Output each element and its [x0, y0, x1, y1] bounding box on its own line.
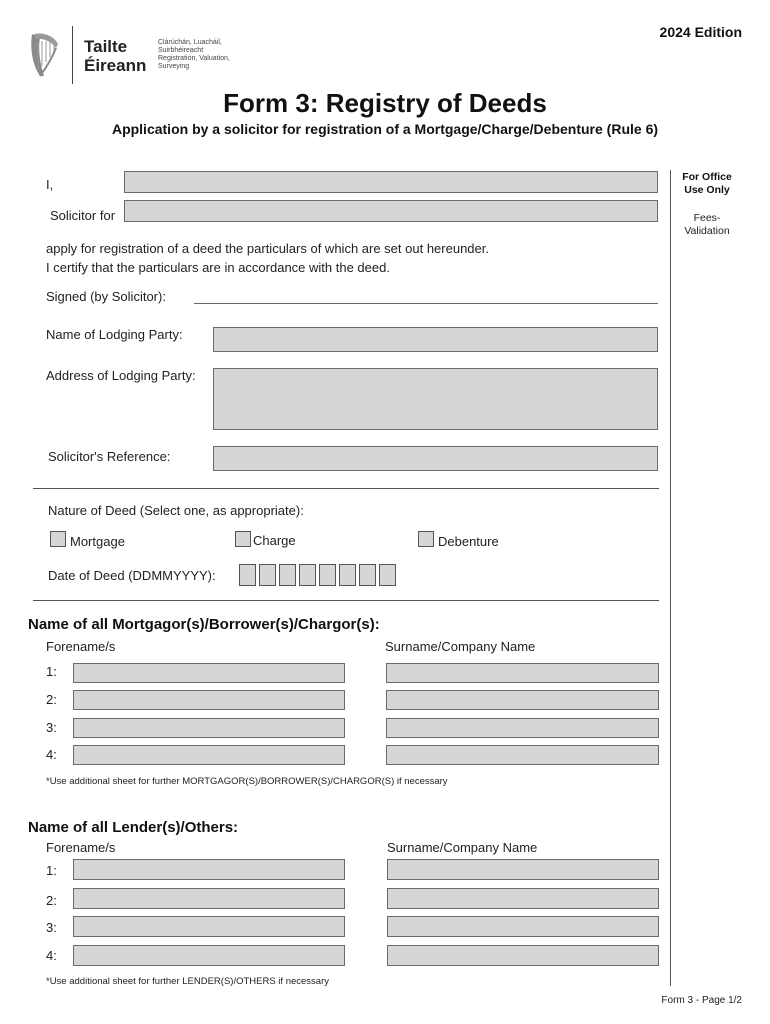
- mortgagor-forename-input[interactable]: [73, 718, 345, 738]
- office-use-heading-line: Use Only: [684, 184, 730, 196]
- signature-line[interactable]: [194, 303, 658, 304]
- logo-tagline-line: Suirbhéireacht: [158, 47, 204, 54]
- row-number: 1:: [46, 863, 57, 878]
- charge-checkbox[interactable]: [235, 531, 251, 547]
- solicitor-reference-label: Solicitor's Reference:: [48, 449, 171, 464]
- lodging-party-name-input[interactable]: [213, 327, 658, 352]
- lender-forename-input[interactable]: [73, 945, 345, 966]
- office-use-heading: [672, 171, 742, 197]
- debenture-checkbox[interactable]: [418, 531, 434, 547]
- logo-wordmark-line1: Tailte: [84, 37, 128, 56]
- lenders-heading: Name of all Lender(s)/Others:: [28, 819, 239, 836]
- row-number: 4:: [46, 948, 57, 963]
- section-divider: [33, 600, 659, 601]
- statement-line-1: apply for registration of a deed the particulars of which are set out hereunder.: [46, 241, 489, 256]
- applicant-name-input[interactable]: [124, 171, 658, 193]
- mortgage-checkbox[interactable]: [50, 531, 66, 547]
- logo-wordmark-line2: Éireann: [84, 56, 147, 75]
- mortgagor-surname-input[interactable]: [386, 663, 659, 683]
- i-label: I,: [46, 177, 54, 192]
- form-subtitle: Application by a solicitor for registration of a Mortgage/Charge/Debenture (Rule 6): [111, 121, 659, 137]
- date-digit-input[interactable]: [339, 564, 356, 586]
- lenders-note: *Use additional sheet for further LENDER(S)/OTHERS if necessary: [46, 976, 329, 987]
- row-number: 1:: [46, 664, 57, 679]
- lender-forename-input[interactable]: [73, 859, 345, 880]
- statement-line-2: I certify that the particulars are in accordance with the deed.: [46, 260, 390, 275]
- mortgagors-heading: Name of all Mortgagor(s)/Borrower(s)/Chargor(s):: [28, 616, 380, 633]
- lender-forename-input[interactable]: [73, 916, 345, 937]
- date-digit-input[interactable]: [299, 564, 316, 586]
- row-number: 3:: [46, 920, 57, 935]
- date-of-deed-label: Date of Deed (DDMMYYYY):: [48, 568, 216, 583]
- mortgagor-forename-input[interactable]: [73, 690, 345, 710]
- lenders-surname-header: Surname/Company Name: [387, 840, 538, 855]
- edition-label: 2024 Edition: [659, 24, 742, 40]
- lodging-party-name-label: Name of Lodging Party:: [46, 327, 183, 342]
- office-column-divider: [670, 170, 671, 986]
- mortgagor-surname-input[interactable]: [386, 745, 659, 765]
- lender-surname-input[interactable]: [387, 916, 659, 937]
- harp-logo-icon: [26, 30, 62, 80]
- page-number: Form 3 - Page 1/2: [661, 995, 742, 1006]
- form-title: Form 3: Registry of Deeds: [223, 88, 547, 118]
- logo-tagline-line: Registration, Valuation,: [158, 55, 230, 62]
- mortgagor-surname-input[interactable]: [386, 690, 659, 710]
- mortgagors-note: *Use additional sheet for further MORTGAGOR(S)/BORROWER(S)/CHARGOR(S) if necessary: [46, 776, 448, 787]
- date-digit-input[interactable]: [259, 564, 276, 586]
- signed-label: Signed (by Solicitor):: [46, 289, 166, 304]
- lenders-forename-header: Forename/s: [46, 840, 116, 855]
- date-digit-input[interactable]: [279, 564, 296, 586]
- date-digit-input[interactable]: [379, 564, 396, 586]
- fees-validation-line: Validation: [684, 225, 730, 237]
- lender-surname-input[interactable]: [387, 859, 659, 880]
- logo-tagline-line: Clárúchán, Luacháil,: [158, 39, 222, 46]
- row-number: 4:: [46, 747, 57, 762]
- fees-validation-label: [672, 212, 742, 238]
- debenture-option-label: Debenture: [438, 534, 499, 549]
- logo-tagline: [158, 39, 230, 71]
- lender-surname-input[interactable]: [387, 945, 659, 966]
- row-number: 2:: [46, 692, 57, 707]
- row-number: 2:: [46, 893, 57, 908]
- lodging-party-address-input[interactable]: [213, 368, 658, 430]
- mortgagor-forename-input[interactable]: [73, 663, 345, 683]
- section-divider: [33, 488, 659, 489]
- date-digit-input[interactable]: [359, 564, 376, 586]
- fees-validation-line: Fees-: [693, 212, 721, 224]
- lodging-party-address-label: Address of Lodging Party:: [46, 368, 196, 383]
- mortgagor-surname-input[interactable]: [386, 718, 659, 738]
- row-number: 3:: [46, 720, 57, 735]
- solicitor-for-input[interactable]: [124, 200, 658, 222]
- mortgagors-surname-header: Surname/Company Name: [385, 639, 536, 654]
- office-use-heading-line: For Office: [682, 171, 732, 183]
- date-digit-input[interactable]: [319, 564, 336, 586]
- nature-of-deed-label: Nature of Deed (Select one, as appropriate):: [48, 503, 304, 518]
- solicitor-reference-input[interactable]: [213, 446, 658, 471]
- lender-forename-input[interactable]: [73, 888, 345, 909]
- mortgagor-forename-input[interactable]: [73, 745, 345, 765]
- lender-surname-input[interactable]: [387, 888, 659, 909]
- date-digit-input[interactable]: [239, 564, 256, 586]
- charge-option-label: Charge: [253, 533, 296, 548]
- solicitor-for-label: Solicitor for: [50, 208, 116, 223]
- mortgagors-forename-header: Forename/s: [46, 639, 116, 654]
- mortgage-option-label: Mortgage: [70, 534, 125, 549]
- logo-tagline-line: Surveying: [158, 63, 190, 70]
- logo-divider: [72, 26, 73, 84]
